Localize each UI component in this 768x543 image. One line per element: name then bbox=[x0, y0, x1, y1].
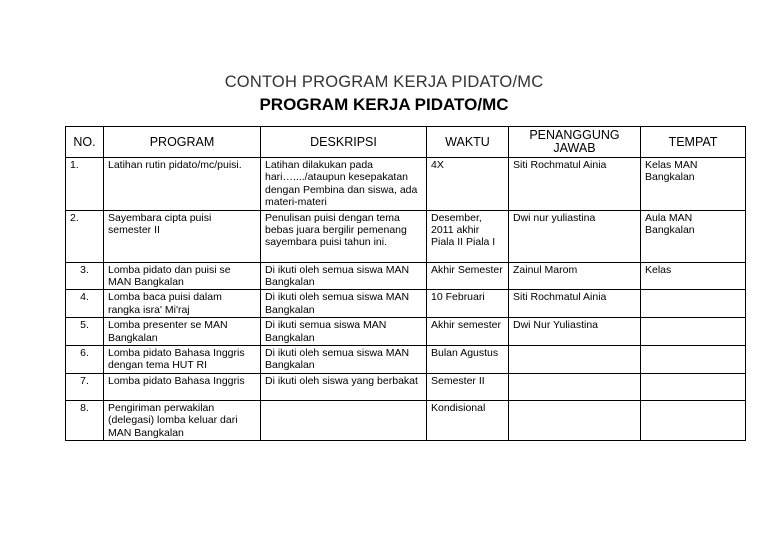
table-row bbox=[66, 318, 746, 346]
cell-tempat bbox=[641, 290, 746, 318]
cell-program: Lomba pidato dan puisi se MAN Bangkalan bbox=[104, 262, 261, 290]
cell-no: 3. bbox=[66, 262, 104, 290]
table-header-row bbox=[66, 127, 746, 158]
cell-program: Lomba baca puisi dalam rangka isra' Mi'raj bbox=[104, 290, 261, 318]
cell-no: 1. bbox=[66, 158, 104, 211]
cell-penanggung-jawab bbox=[509, 346, 641, 374]
cell-penanggung-jawab: Siti Rochmatul Ainia bbox=[509, 290, 641, 318]
cell-no: 7. bbox=[66, 373, 104, 400]
cell-deskripsi: Di ikuti semua siswa MAN Bangkalan bbox=[261, 318, 427, 346]
cell-tempat bbox=[641, 318, 746, 346]
cell-penanggung-jawab: Dwi nur yuliastina bbox=[509, 210, 641, 262]
cell-program: Sayembara cipta puisi semester II bbox=[104, 210, 261, 262]
cell-deskripsi bbox=[261, 400, 427, 440]
cell-deskripsi: Di ikuti oleh semua siswa MAN Bangkalan bbox=[261, 290, 427, 318]
table-row bbox=[66, 210, 746, 262]
cell-program: Pengiriman perwakilan (delegasi) lomba keluar dari MAN Bangkalan bbox=[104, 400, 261, 440]
cell-no: 2. bbox=[66, 210, 104, 262]
table-row bbox=[66, 158, 746, 211]
cell-no: 4. bbox=[66, 290, 104, 318]
cell-waktu: Desember, 2011 akhir Piala II Piala I bbox=[427, 210, 509, 262]
cell-tempat: Aula MAN Bangkalan bbox=[641, 210, 746, 262]
cell-deskripsi: Penulisan puisi dengan tema bebas juara bergilir pemenang sayembara puisi tahun ini. bbox=[261, 210, 427, 262]
cell-tempat: Kelas MAN Bangkalan bbox=[641, 158, 746, 211]
table-row bbox=[66, 262, 746, 290]
header-deskripsi: DESKRIPSI bbox=[261, 127, 427, 158]
cell-deskripsi: Latihan dilakukan pada hari…..../ataupun kesepakatan dengan Pembina dan siswa, ada materi-materi bbox=[261, 158, 427, 211]
cell-waktu: Kondisional bbox=[427, 400, 509, 440]
program-table bbox=[65, 126, 746, 441]
cell-no: 5. bbox=[66, 318, 104, 346]
cell-tempat: Kelas bbox=[641, 262, 746, 290]
cell-deskripsi: Di ikuti oleh semua siswa MAN Bangkalan bbox=[261, 346, 427, 374]
cell-no: 6. bbox=[66, 346, 104, 374]
cell-waktu: Bulan Agustus bbox=[427, 346, 509, 374]
table-row bbox=[66, 346, 746, 374]
cell-tempat bbox=[641, 346, 746, 374]
cell-penanggung-jawab: Zainul Marom bbox=[509, 262, 641, 290]
cell-waktu: 10 Februari bbox=[427, 290, 509, 318]
cell-waktu: Akhir Semester bbox=[427, 262, 509, 290]
header-waktu: WAKTU bbox=[427, 127, 509, 158]
table-row bbox=[66, 373, 746, 400]
cell-waktu: 4X bbox=[427, 158, 509, 211]
cell-penanggung-jawab bbox=[509, 373, 641, 400]
cell-program: Lomba pidato Bahasa Inggris dengan tema HUT RI bbox=[104, 346, 261, 374]
cell-penanggung-jawab: Siti Rochmatul Ainia bbox=[509, 158, 641, 211]
cell-waktu: Akhir semester bbox=[427, 318, 509, 346]
cell-penanggung-jawab: Dwi Nur Yuliastina bbox=[509, 318, 641, 346]
cell-penanggung-jawab bbox=[509, 400, 641, 440]
table-row bbox=[66, 400, 746, 440]
header-no: NO. bbox=[66, 127, 104, 158]
cell-program: Latihan rutin pidato/mc/puisi. bbox=[104, 158, 261, 211]
cell-program: Lomba presenter se MAN Bangkalan bbox=[104, 318, 261, 346]
table-row bbox=[66, 290, 746, 318]
header-program: PROGRAM bbox=[104, 127, 261, 158]
cell-tempat bbox=[641, 373, 746, 400]
cell-tempat bbox=[641, 400, 746, 440]
document-subtitle: CONTOH PROGRAM KERJA PIDATO/MC bbox=[224, 73, 544, 91]
cell-program: Lomba pidato Bahasa Inggris bbox=[104, 373, 261, 400]
header-tempat: TEMPAT bbox=[641, 127, 746, 158]
cell-deskripsi: Di ikuti oleh semua siswa MAN Bangkalan bbox=[261, 262, 427, 290]
cell-deskripsi: Di ikuti oleh siswa yang berbakat bbox=[261, 373, 427, 400]
document-title: PROGRAM KERJA PIDATO/MC bbox=[259, 95, 509, 114]
header-penanggung-jawab: PENANGGUNG JAWAB bbox=[509, 127, 641, 158]
cell-no: 8. bbox=[66, 400, 104, 440]
cell-waktu: Semester II bbox=[427, 373, 509, 400]
